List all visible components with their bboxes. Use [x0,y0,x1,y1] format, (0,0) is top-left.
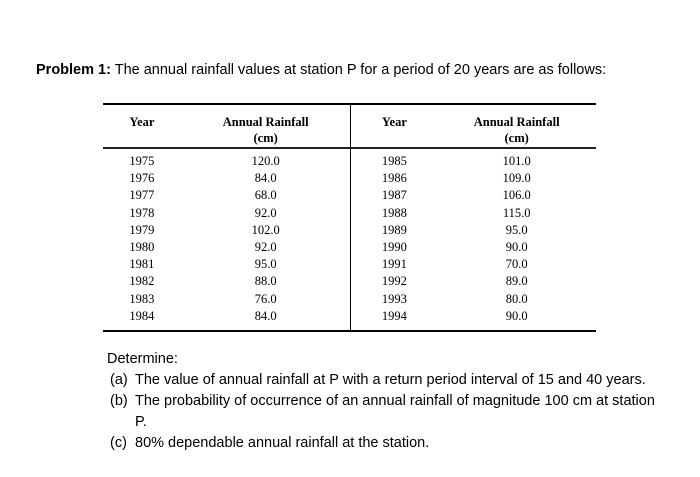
year-cell: 1983 [129,291,155,306]
year-cell: 1982 [129,274,155,289]
rainfall-cell: 88.0 [181,273,351,290]
year-cell: 1976 [129,171,155,186]
problem-text: The annual rainfall values at station P for a period of 20 years are as follows: [114,62,607,78]
rainfall-cell: 90.0 [505,240,528,255]
rainfall-cell: 120.0 [181,148,351,170]
header-rainfall-1: Annual Rainfall (cm) [181,104,351,148]
question-c [107,433,655,454]
table-row [103,239,596,256]
rainfall-cell: 92.0 [181,205,351,222]
rainfall-cell: 84.0 [181,170,351,187]
table-row [103,308,596,331]
question-a [107,370,655,391]
rainfall-cell: 76.0 [181,291,351,308]
question-a-text: The value of annual rainfall at P with a return period interval of 15 and 40 years. [135,372,646,388]
question-b-text: The probability of occurrence of an annual rainfall of magnitude 100 cm at station [135,393,655,409]
question-b [107,391,655,412]
year-cell: 1989 [381,222,407,237]
table-body [103,148,596,331]
rainfall-cell: 95.0 [505,222,528,237]
year-cell: 1990 [381,240,407,255]
table-row [103,291,596,308]
question-c-label: (c) [110,435,127,451]
year-cell: 1988 [381,205,407,220]
year-cell: 1984 [103,308,181,331]
rainfall-cell: 109.0 [502,171,531,186]
rainfall-cell: 101.0 [502,154,531,168]
rainfall-cell: 95.0 [181,256,351,273]
rainfall-cell: 90.0 [437,308,596,331]
question-b-label: (b) [110,393,128,409]
rainfall-cell: 102.0 [181,222,351,239]
problem-label: Problem 1: [36,62,111,78]
header-year-1: Year [103,104,181,148]
question-c-text: 80% dependable annual rainfall at the station. [135,435,430,451]
year-cell: 1980 [129,240,155,255]
year-cell: 1979 [129,222,155,237]
rainfall-cell: 68.0 [181,187,351,204]
header-year-2: Year [351,104,437,148]
year-cell: 1975 [129,154,155,168]
rainfall-cell: 92.0 [181,239,351,256]
year-cell: 1977 [129,188,155,203]
year-cell: 1978 [129,205,155,220]
table-row [103,205,596,222]
problem-statement [36,62,606,78]
rainfall-cell: 89.0 [505,274,528,289]
year-cell: 1987 [381,188,407,203]
question-b-continuation: P. [135,414,147,430]
determine-heading: Determine: [107,351,178,367]
rainfall-cell: 70.0 [505,257,528,272]
year-cell: 1994 [351,308,437,331]
rainfall-cell: 80.0 [505,291,528,306]
table-row [103,222,596,239]
table-row [103,187,596,204]
year-cell: 1981 [129,257,155,272]
year-cell: 1991 [381,257,407,272]
table-row [103,148,596,170]
year-cell: 1992 [381,274,407,289]
rainfall-cell: 115.0 [502,205,531,220]
table-row [103,170,596,187]
question-a-label: (a) [110,372,128,388]
determine-section [107,349,655,454]
table-row [103,256,596,273]
year-cell: 1986 [381,171,407,186]
header-rainfall-2: Annual Rainfall (cm) [437,104,596,148]
rainfall-table [103,103,596,332]
table-row [103,273,596,290]
rainfall-cell: 84.0 [181,308,351,331]
rainfall-cell: 106.0 [502,188,531,203]
year-cell: 1985 [381,154,407,168]
table-header-row [103,104,596,148]
year-cell: 1993 [381,291,407,306]
